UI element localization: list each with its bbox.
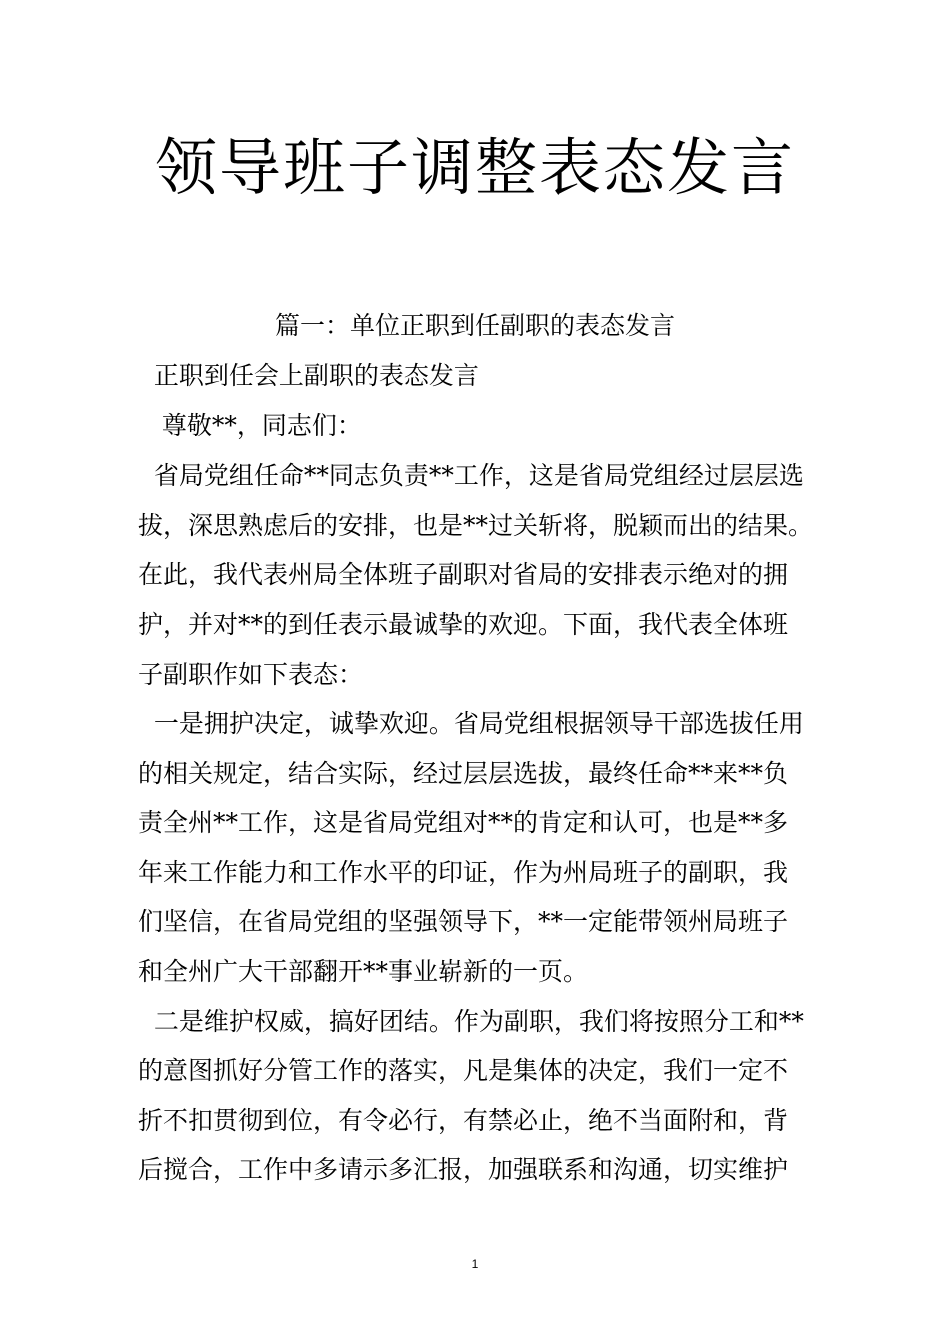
body-line: 在此，我代表州局全体班子副职对省局的安排表示绝对的拥 — [138, 560, 789, 589]
body-line: 省局党组任命**同志负责**工作，这是省局党组经过层层选 — [138, 461, 804, 490]
body-line: 护，并对**的到任表示最诚挚的欢迎。下面，我代表全体班 — [138, 610, 789, 639]
body-line: 拔，深思熟虑后的安排，也是**过关斩将，脱颖而出的结果。 — [138, 511, 814, 540]
body-line: 的意图抓好分管工作的落实，凡是集体的决定，我们一定不 — [138, 1056, 789, 1085]
body-line: 子副职作如下表态： — [138, 660, 364, 689]
document-title: 领导班子调整表态发言 — [154, 131, 795, 204]
body-line: 年来工作能力和工作水平的印证，作为州局班子的副职，我 — [138, 858, 789, 887]
section-subtitle: 篇一：单位正职到任副职的表态发言 — [274, 311, 675, 340]
body-line: 一是拥护决定，诚挚欢迎。省局党组根据领导干部选拔任用 — [138, 709, 804, 738]
body-line: 后搅合，工作中多请示多汇报，加强联系和沟通，切实维护 — [138, 1155, 789, 1184]
body-line: 折不扣贯彻到位，有令必行，有禁必止，绝不当面附和，背 — [138, 1106, 789, 1135]
body-line: 和全州广大干部翻开**事业崭新的一页。 — [138, 957, 589, 986]
body-line: 正职到任会上副职的表态发言 — [138, 361, 479, 390]
body-line: 责全州**工作，这是省局党组对**的肯定和认可，也是**多 — [138, 808, 789, 837]
body-line: 二是维护权威，搞好团结。作为副职，我们将按照分工和** — [138, 1007, 804, 1036]
body-line: 们坚信，在省局党组的坚强领导下，**一定能带领州局班子 — [138, 907, 789, 936]
page-number: 1 — [471, 1257, 479, 1271]
body-line: 的相关规定，结合实际，经过层层选拔，最终任命**来**负 — [138, 759, 789, 788]
body-line: 尊敬**，同志们： — [138, 411, 362, 440]
